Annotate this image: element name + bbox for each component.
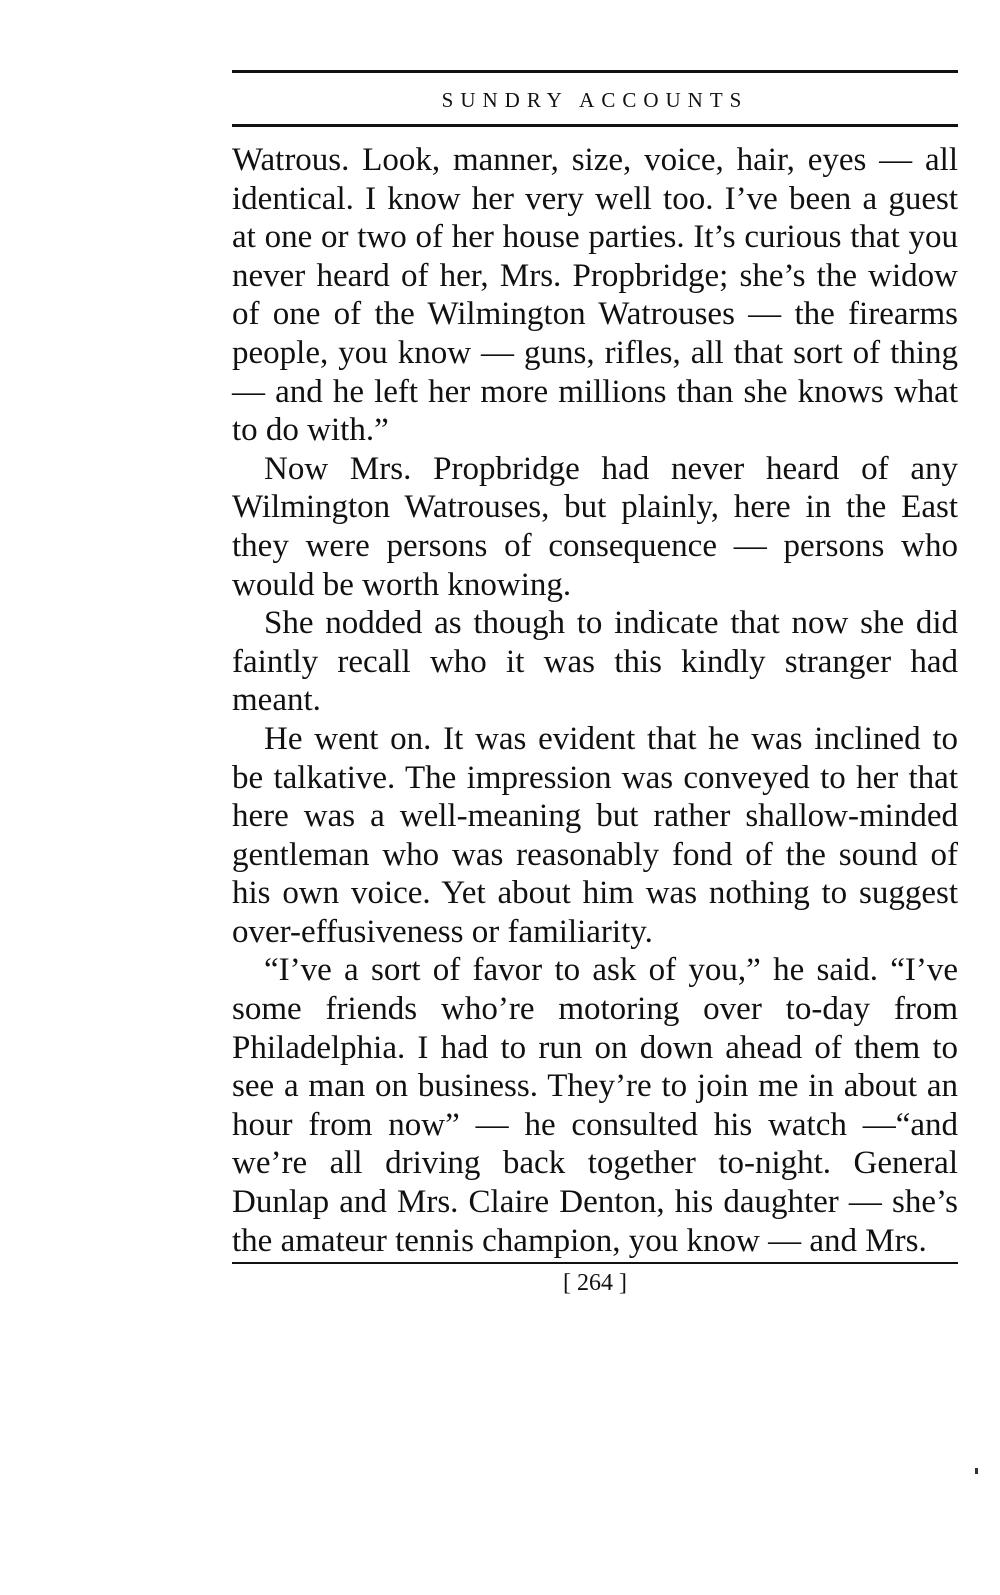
book-page	[232, 70, 958, 1298]
paragraph: She nodded as though to indicate that now she did faintly recall who it was this kindly stranger had meant.	[232, 605, 958, 719]
margin-speck	[975, 1468, 978, 1474]
paragraph-continued: Watrous. Look, manner, size, voice, hair, eyes — all identical. I know her very well too. I’ve been a guest at one or two of her house parties. It’s curious that you never heard of her, Mrs. Propbridge; she’s the widow of one of the Wilmington Watrouses — the firearms people, you know — guns, rifles, all that sort of thing — and he left her more millions than she knows what to do with.”	[232, 142, 958, 449]
footer-rule	[232, 1262, 958, 1264]
page-number: [ 264 ]	[563, 1270, 627, 1297]
paragraph: He went on. It was evident that he was inclined to be talkative. The impression was conveyed to her that here was a well-meaning but rather shallow-minded gentleman who was reasonably fond of the sound of his own voice. Yet about him was nothing to suggest over-effusiveness or familiarity.	[232, 720, 958, 950]
body-text	[232, 141, 958, 1260]
header-top-rule	[232, 70, 958, 73]
header-bottom-rule	[232, 124, 958, 127]
running-head: SUNDRY ACCOUNTS	[441, 88, 749, 112]
paragraph: Now Mrs. Propbridge had never heard of any Wilmington Watrouses, but plainly, here in the East they were persons of consequence — persons who would be worth knowing.	[232, 450, 958, 603]
paragraph: “I’ve a sort of favor to ask of you,” he said. “I’ve some friends who’re motoring over to-day from Philadelphia. I had to run on down ahead of them to see a man on business. They’re to join me in about an hour from now” — he consulted his watch —“and we’re all driving back together to-night. General Dunlap and Mrs. Claire Denton, his daughter — she’s the amateur tennis champion, you know — and Mrs.	[232, 952, 958, 1259]
